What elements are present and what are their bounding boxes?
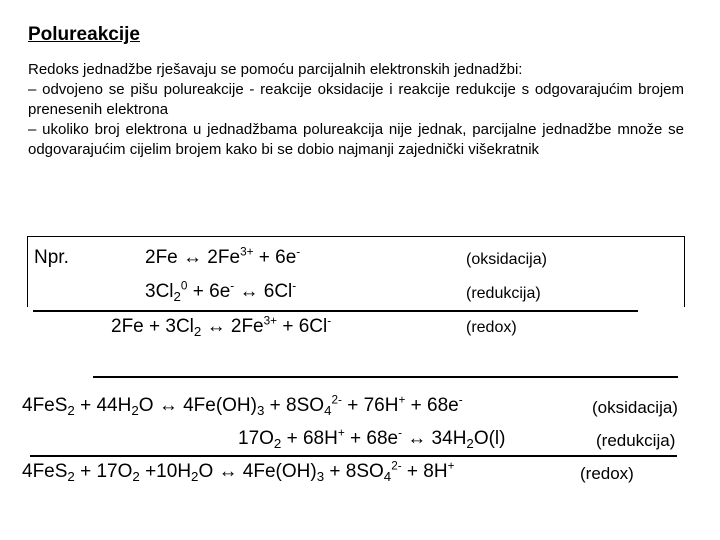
- arrow-icon: ↔: [218, 461, 238, 482]
- example-box: [27, 236, 685, 307]
- arrow-icon: ↔: [206, 316, 226, 337]
- equation-redox-2: $4FeS_2 + 17O_2 +10H_2O$ ↔ $4Fe(OH)_3 + 8SO_4^{2-} + 8H^+$: [22, 459, 455, 484]
- divider-line: [93, 376, 678, 378]
- equation-oxidation-1: 2Fe ↔ $2Fe^{3+} + 6e^-$: [145, 245, 301, 268]
- arrow-icon: ↔: [183, 247, 203, 268]
- equation-redox-1: $2Fe + 3Cl_2$ ↔ $2Fe^{3+} + 6Cl^-$: [111, 314, 332, 339]
- arrow-icon: ↔: [407, 428, 427, 449]
- divider-line: [33, 310, 638, 312]
- equation-reduction-2: $17O_2 + 68H^+ + 68e^-$ ↔ $34H_2O(l)$: [238, 426, 506, 451]
- intro-text: [28, 60, 684, 160]
- label-reduction-2: (redukcija): [596, 431, 676, 450]
- label-redox-1: (redox): [466, 319, 517, 336]
- label-oxidation-2: (oksidacija): [592, 398, 678, 417]
- intro-point-1: – odvojeno se pišu polureakcije - reakcije oksidacije i reakcije redukcije s odgovarajućim brojem prenesenih elektrona: [28, 81, 684, 118]
- arrow-icon: ↔: [158, 395, 178, 416]
- label-oxidation-1: (oksidacija): [466, 251, 547, 268]
- label-redox-2: (redox): [580, 464, 634, 483]
- arrow-icon: ↔: [239, 281, 259, 302]
- divider-line: [30, 455, 677, 457]
- intro-point-2: – ukoliko broj elektrona u jednadžbama polureakcija nije jednak, parcijalne jednadžbe množe se odgovarajućim cijelim brojem kako bi se dobio najmanji zajednički višekratnik: [28, 121, 684, 158]
- label-reduction-1: (redukcija): [466, 285, 541, 302]
- equation-oxidation-2: $4FeS_2 + 44H_2O$ ↔ $4Fe(OH)_3 + 8SO_4^{2-} + 76H^+ + 68e^-$: [22, 393, 463, 418]
- equation-reduction-1: $3Cl_2^0 + 6e^-$ ↔ 6Cl-: [145, 279, 297, 304]
- example-prefix: Npr.: [34, 247, 69, 268]
- intro-line: Redoks jednadžbe rješavaju se pomoću parcijalnih elektronskih jednadžbi:: [28, 61, 523, 78]
- page-title: Polureakcije: [28, 24, 140, 45]
